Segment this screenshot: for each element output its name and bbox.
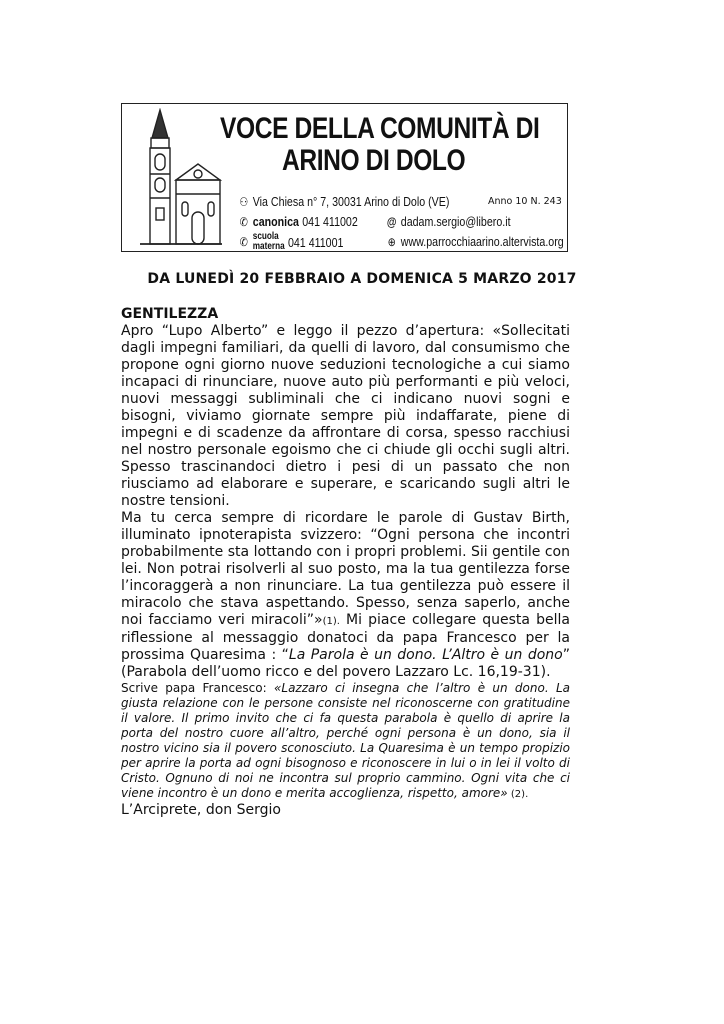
pope-quote [121,681,570,802]
scuola-label [253,232,285,252]
paragraph-2-end: ” (Parabola dell’uomo ricco e del povero Lazzaro Lc. 16,19-31). [121,647,570,680]
lent-theme: La Parola è un dono. L’Altro è un dono [288,647,563,663]
paragraph-2-start: Ma tu cerca sempre di ricordare le parole di Gustav Birth, illuminato ipnoterapista svizzero: “Ogni persona che incontri probabilmente sta lottando con i propri problemi. Sii gentile con lei. Non potrai risolverli al suo posto, ma la tua gentilezza forse l’incoraggerà a non rinunciare. La tua gentilezza può essere il miracolo che stava aspettando. Spesso, senza saperlo, anche noi facciamo veri miracoli”» [121,510,570,628]
church-logo-icon [130,108,222,248]
email-row [386,214,511,229]
scuola-label-line2: materna [252,241,285,252]
phone-icon: ✆ [239,214,248,229]
quote-text: «Lazzaro ci insegna che l’altro è un dono. La giusta relazione con le persone consiste nel riconoscerne con gratitudine il valore. Il primo invito che ci fa questa parabola è quello di aprire la porta del nostro cuore all’altro, perché ogni persona è un dono, sia il nostro vicino sia il povero sconosciuto. La Quaresima è un tempo propizio per aprire la porta ad ogni bisognoso e riconoscere in lui o in lei il volto di Cristo. Ognuno di noi ne incontra sul proprio cammino. Ogni vita che ci viene incontro è un dono e merita accoglienza, rispetto, amore» [121,681,570,800]
canonica-label: canonica [252,214,299,229]
quote-intro: Scrive papa Francesco: [121,681,274,695]
website-link[interactable]: www.parrocchiaarino.altervista.org [400,234,564,249]
article-heading: GENTILEZZA [121,306,219,322]
website-row [386,234,564,249]
scuola-row [238,232,343,252]
issue-number: Anno 10 N. 243 [488,196,562,207]
footnote-ref-2: (2). [507,789,529,800]
scuola-label-line1: scuola [252,231,279,242]
at-icon: @ [386,214,397,229]
canonica-row [238,214,358,229]
canonica-phone: 041 411002 [302,214,358,229]
address-text: Via Chiesa n° 7, 30031 Arino di Dolo (VE) [252,194,450,209]
masthead [121,103,568,252]
footnote-ref-1: (1). [322,616,340,627]
phone-icon: ✆ [239,235,248,249]
date-range: DA LUNEDÌ 20 FEBBRAIO A DOMENICA 5 MARZO 2017 [147,271,577,287]
masthead-title-line2: ARINO DI DOLO [282,144,466,177]
paragraph-2-mid: Mi piace collegare questa bella riflessione al messaggio donatoci da papa Francesco per la prossima Quaresima : “ [121,612,570,663]
masthead-title-line1: VOCE DELLA COMUNITÀ DI [220,112,540,145]
globe-icon: ⊕ [387,234,396,249]
scuola-phone: 041 411001 [287,234,344,250]
article-paragraph-2 [121,510,570,681]
article-paragraph-1: Apro “Lupo Alberto” e leggo il pezzo d’apertura: «Sollecitati dagli impegni familiari, da quelli di lavoro, dal consumismo che propone ogni giorno nuove seduzioni tecnologiche a cui siamo incapaci di rinunciare, nuove auto più performanti e più veloci, nuovi messaggi subliminali che ci indicano nuovi sogni e bisogni, viviamo giornate sempre più indaffarate, piene di impegni e di scadenze da affrontare di corsa, spesso racchiusi nel nostro personale egoismo che ci chiude gli occhi sugli altri. Spesso trascinandoci dietro i pesi di un passato che non riusciamo ad elaborare e superare, e scaricando sugli altri le nostre tensioni. [121,323,570,509]
signature: L’Arciprete, don Sergio [121,802,281,818]
article [121,306,570,819]
people-icon: ⚇ [239,194,249,209]
email-link[interactable]: dadam.sergio@libero.it [400,214,511,229]
address-row [238,194,449,209]
